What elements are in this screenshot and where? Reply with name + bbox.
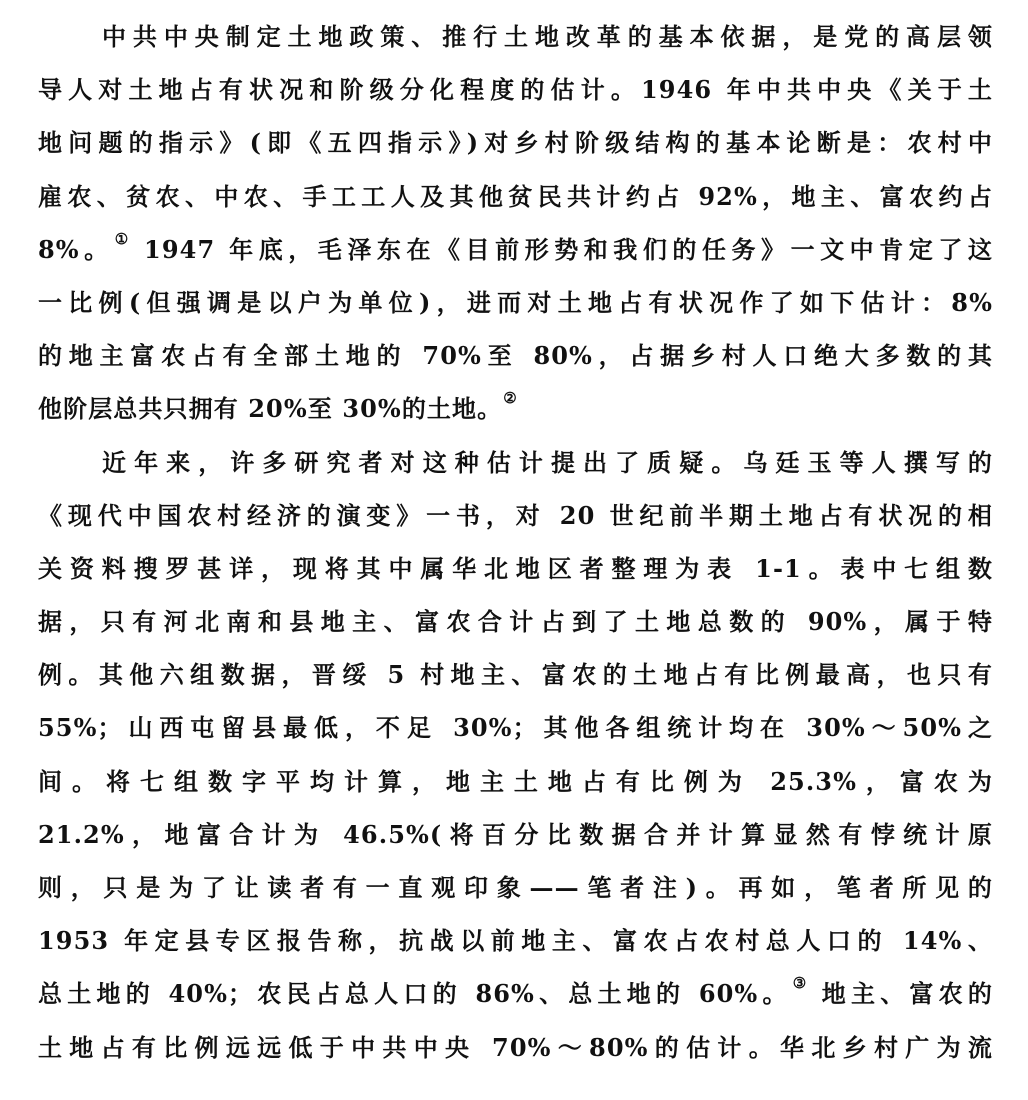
line-text: 1947 年底，毛泽东在《目前形势和我们的任务》一文中肯定了这	[130, 234, 993, 264]
paragraph-2	[38, 436, 993, 1074]
line-text: 地问题的指示》(即《五四指示》)对乡村阶级结构的基本论断是：农村中	[38, 128, 993, 158]
text-line	[38, 967, 993, 1020]
text-line	[38, 808, 993, 861]
text-line	[38, 861, 993, 914]
line-text: 则，只是为了让读者有一直观印象——笔者注)。再如，笔者所见的	[38, 873, 993, 902]
line-text: 一比例(但强调是以户为单位)，进而对土地占有状况作了如下估计：8%	[38, 287, 993, 317]
text-line	[38, 701, 993, 754]
paragraph-1	[38, 10, 993, 436]
line-text: 雇农、贫农、中农、手工工人及其他贫民共计约占 92%，地主、富农约占	[38, 181, 993, 211]
line-text: 间。将七组数字平均计算，地主土地占有比例为 25.3%，富农为	[38, 766, 993, 796]
text-line	[38, 116, 993, 169]
line-text: 例。其他六组数据，晋绥 5 村地主、富农的土地占有比例最高，也只有	[38, 660, 993, 690]
text-line	[38, 489, 993, 542]
line-text: 总土地的 40%；农民占总人口的 86%、总土地的 60%。	[38, 979, 792, 1009]
text-line	[38, 914, 993, 967]
line-text: 1953 年定县专区报告称，抗战以前地主、富农占农村总人口的 14%、	[38, 926, 993, 956]
text-line	[38, 595, 993, 648]
text-line	[38, 382, 993, 435]
text-line	[38, 329, 993, 382]
text-line	[38, 276, 993, 329]
text-line	[38, 1021, 993, 1074]
line-text: 《现代中国农村经济的演变》一书，对 20 世纪前半期土地占有状况的相	[38, 500, 993, 530]
line-text: 关资料搜罗甚详，现将其中属华北地区者整理为表 1-1。表中七组数	[38, 553, 993, 583]
line-text: 地主、富农的	[808, 979, 993, 1009]
text-line	[38, 436, 993, 489]
line-text: 55%；山西屯留县最低，不足 30%；其他各组统计均在 30%～50%之	[38, 713, 993, 743]
line-text: 8%。	[38, 234, 114, 264]
line-text: 导人对土地占有状况和阶级分化程度的估计。1946 年中共中央《关于土	[38, 75, 993, 105]
text-line	[38, 63, 993, 116]
line-text: 21.2%，地富合计为 46.5%(将百分比数据合并计算显然有悖统计原	[38, 819, 993, 849]
footnote-marker[interactable]: ②	[503, 389, 517, 408]
footnote-marker[interactable]: ③	[792, 974, 807, 993]
line-text: 中共中央制定土地政策、推行土地改革的基本依据，是党的高层领	[102, 22, 993, 51]
text-line	[38, 170, 993, 223]
text-line	[38, 223, 993, 276]
text-line	[38, 10, 993, 63]
footnote-marker[interactable]: ①	[114, 229, 129, 248]
line-text: 的地主富农占有全部土地的 70%至 80%，占据乡村人口绝大多数的其	[38, 341, 993, 371]
text-line	[38, 755, 993, 808]
line-text: 他阶层总共只拥有 20%至 30%的土地。	[38, 394, 503, 424]
text-line	[38, 542, 993, 595]
line-text: 土地占有比例远远低于中共中央 70%～80%的估计。华北乡村广为流	[38, 1032, 993, 1062]
text-line	[38, 648, 993, 701]
line-text: 近年来，许多研究者对这种估计提出了质疑。乌廷玉等人撰写的	[102, 447, 993, 477]
line-text: 据，只有河北南和县地主、富农合计占到了土地总数的 90%，属于特	[38, 607, 993, 637]
book-page	[38, 10, 993, 1074]
